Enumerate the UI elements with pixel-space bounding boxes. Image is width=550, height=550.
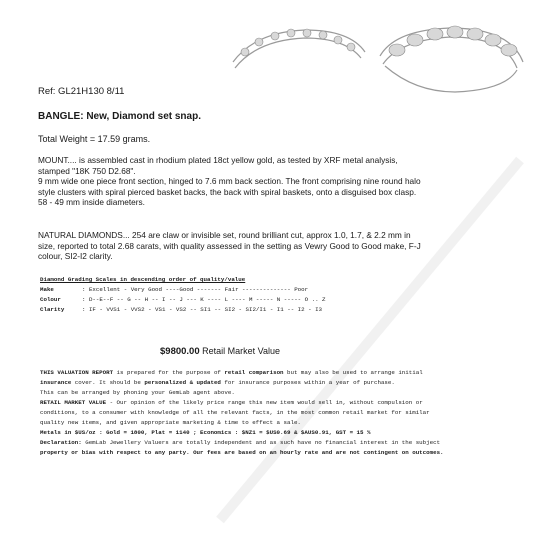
terms-line bbox=[40, 438, 515, 448]
terms-bold: retail comparison bbox=[224, 369, 284, 376]
price-label: Retail Market Value bbox=[199, 346, 280, 356]
terms-bold: RETAIL MARKET VALUE bbox=[40, 399, 107, 406]
grading-row-make bbox=[40, 285, 530, 295]
diamonds-line: colour, SI2-I2 clarity. bbox=[38, 251, 113, 262]
price-amount: $9800.00 bbox=[160, 346, 200, 357]
total-weight: Total Weight = 17.59 grams. bbox=[38, 134, 151, 144]
grading-scale: : IF - VVS1 - VVS2 - VS1 - VS2 -- SI1 -- SI2 - SI2/I1 - I1 -- I2 - I3 bbox=[82, 306, 323, 313]
mount-line: MOUNT.... is assembled cast in rhodium plated 18ct yellow gold, as tested by XRF metal analysis, bbox=[38, 155, 398, 165]
terms-text: for insurance purposes within a year of purchase. bbox=[220, 379, 395, 386]
bangle-photo bbox=[225, 22, 530, 102]
terms-line bbox=[40, 368, 515, 378]
terms-text: is prepared for the purpose of bbox=[113, 369, 225, 376]
mount-description bbox=[38, 155, 526, 208]
mount-line: 58 - 49 mm inside diameters. bbox=[38, 197, 145, 208]
terms-line bbox=[40, 448, 515, 458]
terms-bold: insurance bbox=[40, 379, 72, 386]
diamonds-description bbox=[38, 230, 526, 262]
terms-line: quality new items, and given appropriate marketing & time to effect a sale. bbox=[40, 419, 301, 426]
terms-line bbox=[40, 398, 515, 408]
terms-text: - Our opinion of the likely price range this new item would sell in, without compulsion or bbox=[106, 399, 423, 406]
grading-scales bbox=[40, 275, 530, 315]
grading-row-colour bbox=[40, 295, 530, 305]
retail-value bbox=[160, 346, 280, 357]
grading-heading: Diamond Grading Scales in descending order of quality/value bbox=[40, 276, 246, 283]
grading-label: Colour bbox=[40, 296, 61, 303]
item-title: BANGLE: New, Diamond set snap. bbox=[38, 111, 201, 122]
valuation-terms bbox=[40, 368, 515, 458]
terms-text: but may also be used to arrange initial bbox=[283, 369, 423, 376]
grading-row-clarity bbox=[40, 305, 530, 315]
terms-text: cover. It should be bbox=[71, 379, 145, 386]
grading-label: Make bbox=[40, 286, 54, 293]
terms-bold: THIS VALUATION REPORT bbox=[40, 369, 114, 376]
terms-bold: personalized & updated bbox=[144, 379, 221, 386]
grading-scale: : D--E--F -- G -- H -- I -- J --- K ---- L ---- M ----- N ----- O .. Z bbox=[82, 296, 326, 303]
mount-line: stamped "18K 750 D2.68". bbox=[38, 165, 136, 176]
mount-line: 9 mm wide one piece front section, hinged to 7.6 mm back section. The front comprising nine round halo bbox=[38, 176, 421, 187]
diamonds-line: NATURAL DIAMONDS... 254 are claw or invisible set, round brilliant cut, approx 1.0, 1.7, & 2.2 mm in bbox=[38, 230, 411, 240]
terms-line bbox=[40, 428, 515, 438]
terms-line: This can be arranged by phoning your GemLab agent above. bbox=[40, 389, 235, 396]
terms-line bbox=[40, 378, 515, 388]
diamonds-line: size, reported to total 2.68 carats, with quality assessed in the setting as Vewry Good to Good make, F-J bbox=[38, 240, 421, 251]
grading-label: Clarity bbox=[40, 306, 65, 313]
terms-bold: Declaration: bbox=[40, 439, 82, 446]
terms-text: GemLab Jewellery Valuers are totally independent and as such have no financial interest in the subject bbox=[81, 439, 441, 446]
terms-bold: Metals in $US/oz : Gold = 1800, Plat = 1140 ; Economics : $NZ1 = $US0.69 & $AUS0.91, GST = 15 % bbox=[40, 429, 371, 436]
reference-number: Ref: GL21H130 8/11 bbox=[38, 86, 125, 97]
terms-bold: property or bias with respect to any party. Our fees are based on an hourly rate and are not contingent on outcomes. bbox=[40, 449, 444, 456]
mount-line: style clusters with spiral pierced basket backs, the back with spiral baskets, onto a disguised box clasp. bbox=[38, 186, 417, 197]
grading-scale: : Excellent - Very Good ----Good ------- Fair -------------- Poor bbox=[82, 286, 309, 293]
terms-line: conditions, to a consumer with knowledge of all the relevant facts, in the most common retail market for similar bbox=[40, 409, 430, 416]
